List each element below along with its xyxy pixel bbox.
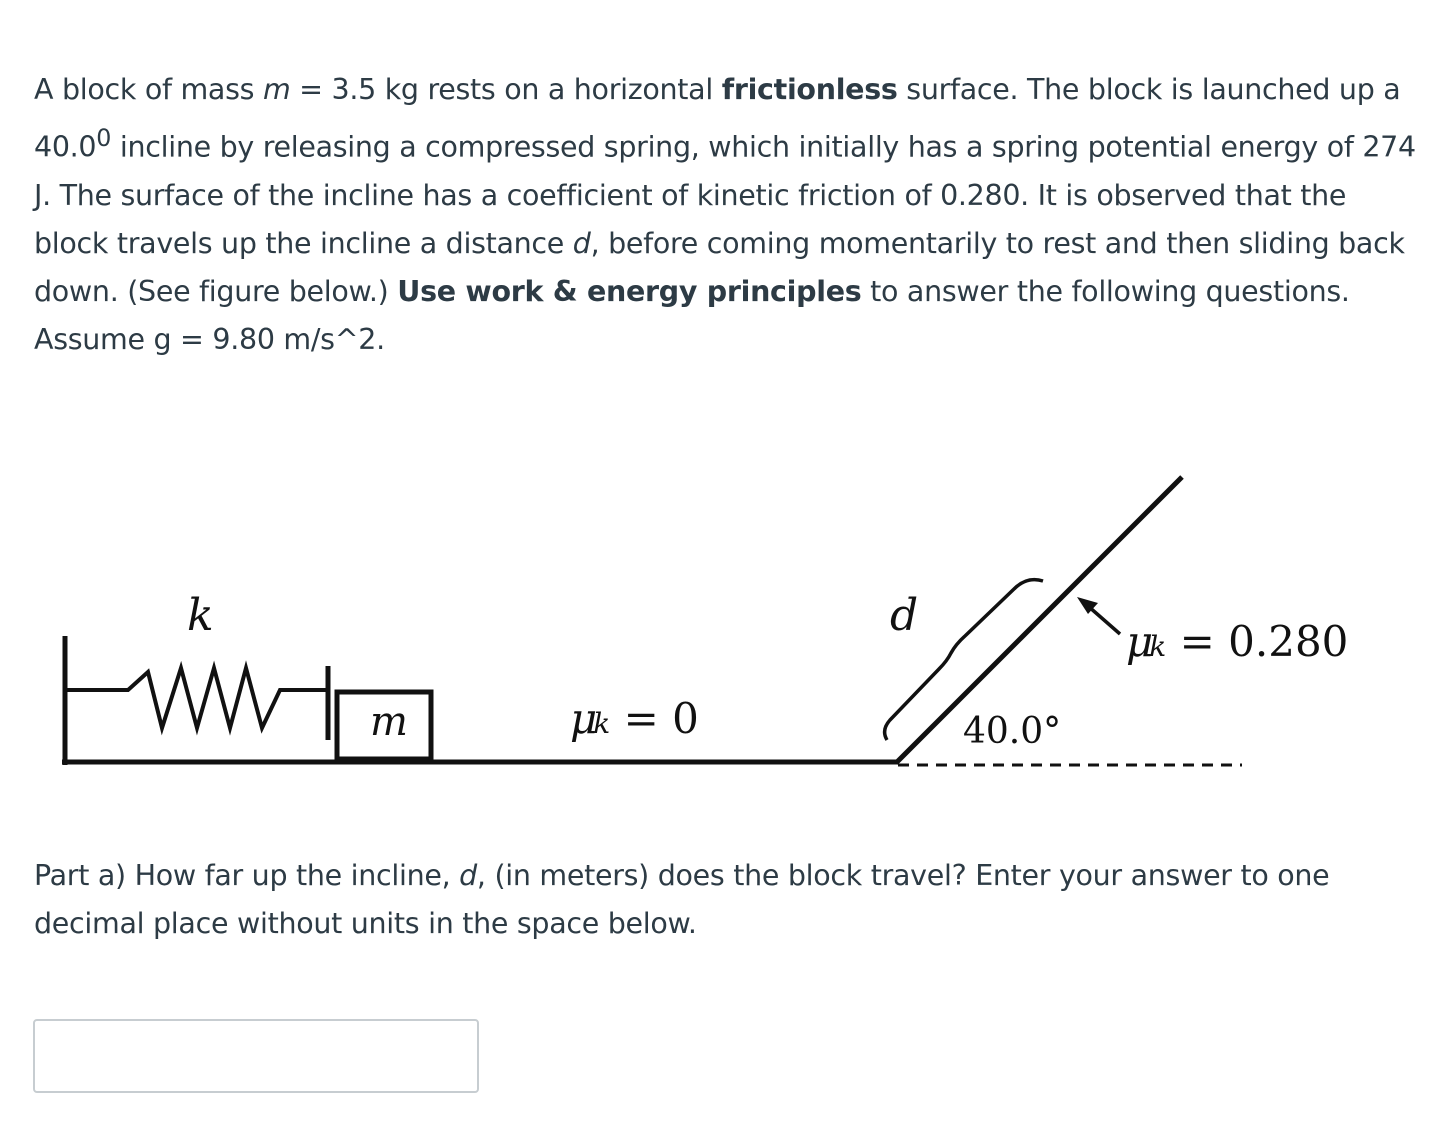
pointer-arrow-line — [1088, 606, 1120, 634]
mass-variable: m — [262, 73, 291, 106]
angle-label: 40.0° — [963, 711, 1062, 752]
flat-friction-label — [570, 694, 699, 743]
mu-incline-symbol: μ — [1126, 617, 1154, 666]
text-segment: A block of mass — [34, 73, 263, 106]
spring-constant-label: k — [187, 590, 214, 641]
text-segment: , before coming momentarily to rest and then sliding back down. (See figure below.) — [34, 226, 1405, 308]
mu-flat-symbol: μ — [570, 694, 598, 743]
answer-input[interactable] — [33, 1019, 479, 1093]
text-segment: = 3.5 kg rests on a horizontal — [290, 73, 722, 106]
distance-variable: d — [459, 859, 477, 892]
mu-incline-subscript: k — [1149, 630, 1167, 663]
part-a-question — [34, 852, 1414, 948]
text-segment: to answer the following questions. Assume g = 9.80 m/s^2. — [34, 274, 1350, 356]
physics-diagram — [0, 450, 1432, 810]
text-segment: Part a) How far up the incline, — [34, 859, 460, 892]
problem-statement — [34, 66, 1424, 364]
mu-flat-value: = 0 — [610, 694, 699, 743]
text-segment: , (in meters) does the block travel? Enter your answer to one decimal place without units in the space below. — [34, 859, 1330, 940]
diagram-svg — [0, 450, 1432, 810]
bold-principles: Use work & energy principles — [397, 274, 862, 308]
text-segment: incline by releasing a compressed spring, which initially has a spring potential energy of 274 J. The surface of the incline has a coefficient of kinetic friction of 0.280. It is observed that the block travels up the incline a distance — [34, 130, 1416, 260]
spring-coil — [67, 668, 326, 728]
block-mass-label: m — [370, 699, 408, 745]
text-segment: surface. The block is launched up a 40.0 — [34, 73, 1401, 164]
bold-frictionless: frictionless — [721, 73, 898, 106]
mu-incline-value: = 0.280 — [1166, 617, 1349, 666]
degree-superscript: 0 — [96, 124, 112, 152]
distance-variable: d — [572, 226, 591, 260]
mu-flat-subscript: k — [593, 707, 611, 740]
incline-friction-label — [1126, 617, 1348, 666]
distance-label: d — [890, 590, 919, 641]
